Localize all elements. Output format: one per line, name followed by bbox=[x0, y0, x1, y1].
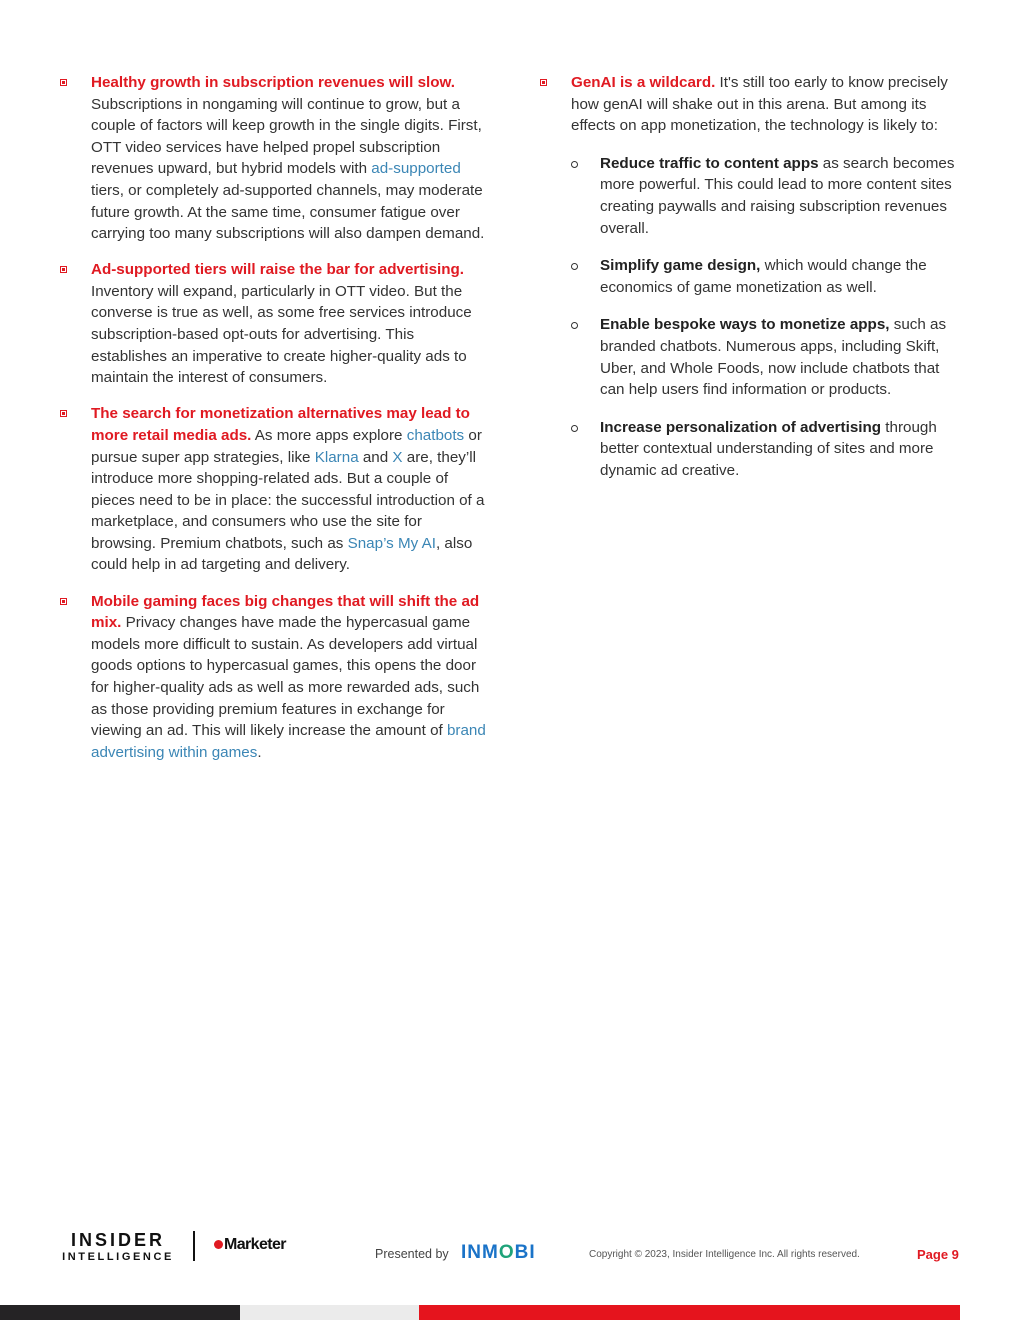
link-x[interactable]: X bbox=[392, 448, 403, 466]
sub-bullet-text: which would change the economics of game monetization as well. bbox=[600, 257, 927, 296]
inmobi-wordmark-b: BI bbox=[514, 1242, 536, 1263]
sub-bullet-heading: Increase personalization of advertising bbox=[600, 418, 882, 436]
logo-line-2: INTELLIGENCE bbox=[62, 1251, 174, 1263]
emarketer-logo bbox=[214, 1236, 286, 1254]
sub-bullet-circle-icon bbox=[571, 263, 578, 270]
sub-bullet-simplify-game bbox=[571, 255, 968, 298]
bullet-text: As more apps explore bbox=[251, 426, 407, 444]
sub-bullet-text: such as branded chatbots. Numerous apps, including Skift, Uber, and Whole Foods, now include chatbots that can help users find information or products. bbox=[600, 316, 947, 399]
link-ad-supported[interactable]: ad-supported bbox=[371, 160, 461, 178]
sub-bullet-heading: Simplify game design, bbox=[600, 257, 761, 275]
bullet-text: It's still too early to know precisely how genAI will shake out in this arena. But among its effects on app monetization, the technology is likely to: bbox=[571, 74, 948, 135]
bullet-text: Subscriptions in nongaming will continue to grow, but a couple of factors will keep growth in the single digits. First, OTT video services have helped propel subscription revenues upward, but hybrid models with bbox=[91, 95, 482, 178]
link-snaps-my-ai[interactable]: Snap’s My AI bbox=[347, 534, 436, 552]
sub-bullet-circle-icon bbox=[571, 322, 578, 329]
bullet-heading: The search for monetization alternatives may lead to more retail media ads. bbox=[91, 405, 470, 444]
footer-bar-red bbox=[419, 1305, 960, 1320]
bullet-heading: Ad-supported tiers will raise the bar for advertising. bbox=[91, 261, 465, 279]
emarketer-dot-icon bbox=[214, 1240, 223, 1249]
bullet-subscription-growth bbox=[58, 72, 488, 245]
inmobi-wordmark-o: O bbox=[498, 1242, 515, 1263]
insider-intelligence-logo bbox=[58, 1230, 178, 1264]
sub-bullet-circle-icon bbox=[571, 161, 578, 168]
sub-bullet-text: as search becomes more powerful. This could lead to more content sites creating paywalls and raising subscription revenues overall. bbox=[600, 154, 955, 237]
left-column bbox=[58, 72, 488, 778]
bullet-square-icon bbox=[60, 79, 67, 86]
inmobi-logo bbox=[461, 1242, 536, 1264]
bullet-text: . bbox=[257, 743, 262, 761]
bullet-ad-supported-tiers bbox=[58, 259, 488, 389]
presented-by-label: Presented by bbox=[375, 1247, 449, 1261]
sub-bullet-bespoke-monetize bbox=[571, 314, 968, 400]
right-column bbox=[538, 72, 968, 496]
bullet-square-icon bbox=[60, 410, 67, 417]
sub-bullet-heading: Reduce traffic to content apps bbox=[600, 154, 819, 172]
footer-bar-gray bbox=[240, 1305, 419, 1320]
bullet-monetization-alternatives bbox=[58, 403, 488, 576]
inmobi-wordmark-a: INM bbox=[461, 1242, 499, 1263]
page-number: Page 9 bbox=[917, 1247, 959, 1262]
sub-bullet-reduce-traffic bbox=[571, 153, 968, 239]
bullet-heading: Healthy growth in subscription revenues will slow. bbox=[91, 74, 456, 91]
bullet-square-icon bbox=[60, 266, 67, 273]
page-footer bbox=[0, 1226, 1020, 1276]
bullet-text: or pursue super app strategies, like bbox=[91, 426, 482, 466]
bullet-mobile-gaming bbox=[58, 591, 488, 764]
sub-bullet-personalization bbox=[571, 417, 968, 482]
bullet-text: Privacy changes have made the hypercasual game models more difficult to sustain. As developers add virtual goods options to hypercasual games, this opens the door for higher-quality ads as well as more rewarded ads, such as those providing premium features in exchange for viewing an ad. This will likely increase the amount of bbox=[91, 614, 480, 740]
link-brand-advertising[interactable]: brand advertising within games bbox=[91, 722, 486, 761]
bullet-text: are, they’ll introduce more shopping-related ads. But a couple of pieces need to be in place: the successful introduction of a marketplace, and consumers who use the site for browsing. Premium chatbots, such as bbox=[91, 448, 485, 552]
sub-bullet-text: through better contextual understanding of sites and more dynamic ad creative. bbox=[600, 418, 937, 479]
footer-bar-dark bbox=[0, 1305, 240, 1320]
logo-divider bbox=[193, 1231, 195, 1261]
bullet-text: , also could help in ad targeting and delivery. bbox=[91, 534, 473, 574]
bullet-genai-wildcard bbox=[538, 72, 968, 482]
bullet-heading: GenAI is a wildcard. bbox=[571, 74, 716, 91]
bullet-text: tiers, or completely ad-supported channels, may moderate future growth. At the same time, consumer fatigue over carrying too many subscriptions will also dampen demand. bbox=[91, 181, 485, 243]
bullet-square-icon bbox=[540, 79, 547, 86]
bullet-text: and bbox=[358, 448, 393, 466]
bullet-text: Inventory will expand, particularly in OTT video. But the converse is true as well, as some free services introduce subscription-based opt-outs for advertising. This establishes an imperative to create higher-quality ads to maintain the interest of consumers. bbox=[91, 282, 472, 387]
sub-bullet-heading: Enable bespoke ways to monetize apps, bbox=[600, 316, 890, 334]
link-chatbots[interactable]: chatbots bbox=[406, 426, 465, 444]
copyright-text: Copyright © 2023, Insider Intelligence Inc. All rights reserved. bbox=[589, 1249, 860, 1260]
sub-bullet-circle-icon bbox=[571, 425, 578, 432]
link-klarna[interactable]: Klarna bbox=[314, 448, 359, 466]
logo-line-1: INSIDER bbox=[70, 1230, 165, 1250]
emarketer-wordmark: Marketer bbox=[224, 1236, 286, 1253]
bullet-heading: Mobile gaming faces big changes that will shift the ad mix. bbox=[91, 592, 480, 632]
bullet-square-icon bbox=[60, 598, 67, 605]
